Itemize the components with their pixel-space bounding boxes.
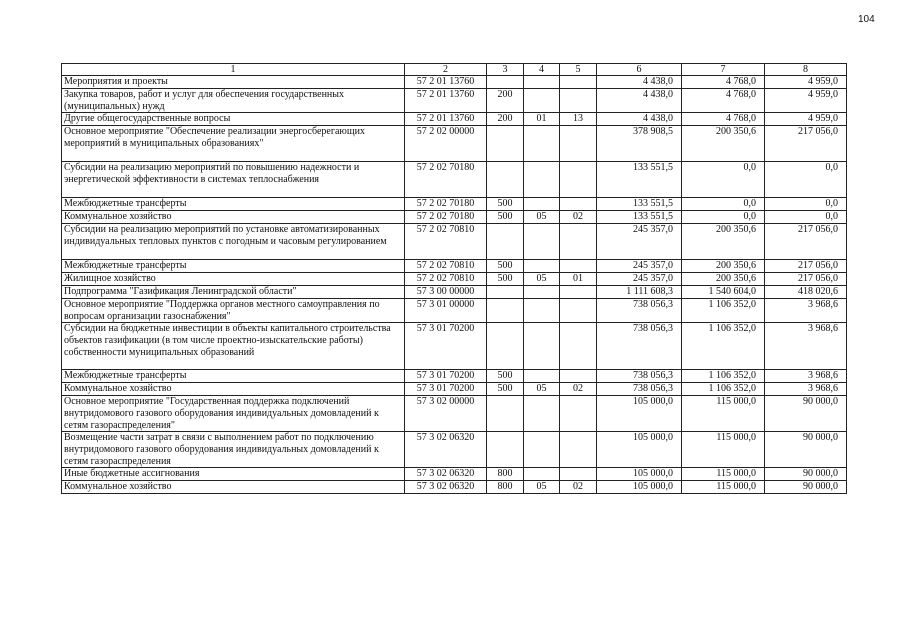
row-col5-cell: 02 — [560, 481, 597, 494]
row-name-cell: Иные бюджетные ассигнования — [62, 468, 405, 481]
row-value6-cell: 1 111 608,3 — [597, 286, 682, 299]
row-col3-cell: 800 — [487, 481, 524, 494]
row-col5-cell: 02 — [560, 211, 597, 224]
row-value8-cell: 4 959,0 — [765, 113, 847, 126]
row-value8-cell: 90 000,0 — [765, 468, 847, 481]
row-value6-cell: 133 551,5 — [597, 211, 682, 224]
row-col4-cell — [524, 370, 560, 383]
table-row — [62, 323, 847, 370]
row-value7-cell: 115 000,0 — [682, 396, 765, 432]
row-value8-cell: 0,0 — [765, 162, 847, 198]
row-col3-cell: 200 — [487, 113, 524, 126]
table-row — [62, 383, 847, 396]
row-value8-cell: 3 968,6 — [765, 323, 847, 370]
row-value6-cell: 378 908,5 — [597, 126, 682, 162]
row-col5-cell: 13 — [560, 113, 597, 126]
table-row — [62, 89, 847, 113]
row-col5-cell — [560, 260, 597, 273]
table-row — [62, 481, 847, 494]
row-col3-cell — [487, 396, 524, 432]
row-col3-cell: 500 — [487, 211, 524, 224]
row-col5-cell — [560, 198, 597, 211]
table-row — [62, 299, 847, 323]
row-col4-cell — [524, 198, 560, 211]
row-value6-cell: 4 438,0 — [597, 113, 682, 126]
row-value6-cell: 105 000,0 — [597, 396, 682, 432]
row-value8-cell: 3 968,6 — [765, 299, 847, 323]
row-col5-cell: 02 — [560, 383, 597, 396]
row-name-cell: Субсидии на реализацию мероприятий по повышению надежности и энергетической эффективности в системах теплоснабжения — [62, 162, 405, 198]
row-value7-cell: 1 106 352,0 — [682, 323, 765, 370]
row-value6-cell: 133 551,5 — [597, 198, 682, 211]
row-name-cell: Другие общегосударственные вопросы — [62, 113, 405, 126]
row-value7-cell: 4 768,0 — [682, 113, 765, 126]
table-row — [62, 260, 847, 273]
row-value6-cell: 245 357,0 — [597, 224, 682, 260]
row-code-cell: 57 2 01 13760 — [405, 76, 487, 89]
row-value8-cell: 217 056,0 — [765, 126, 847, 162]
row-value6-cell: 105 000,0 — [597, 468, 682, 481]
row-value8-cell: 4 959,0 — [765, 76, 847, 89]
row-col3-cell — [487, 224, 524, 260]
row-code-cell: 57 3 02 06320 — [405, 432, 487, 468]
header-cell: 6 — [597, 64, 682, 76]
row-code-cell: 57 2 02 70810 — [405, 273, 487, 286]
row-name-cell: Подпрограмма "Газификация Ленинградской области" — [62, 286, 405, 299]
row-code-cell: 57 2 01 13760 — [405, 113, 487, 126]
budget-table — [61, 63, 847, 494]
table-row — [62, 76, 847, 89]
table-row — [62, 162, 847, 198]
row-value7-cell: 4 768,0 — [682, 76, 765, 89]
row-code-cell: 57 2 02 70180 — [405, 162, 487, 198]
table-row — [62, 396, 847, 432]
row-value6-cell: 738 056,3 — [597, 299, 682, 323]
header-cell: 4 — [524, 64, 560, 76]
row-value8-cell: 90 000,0 — [765, 481, 847, 494]
row-col5-cell — [560, 432, 597, 468]
row-col3-cell: 500 — [487, 370, 524, 383]
row-value7-cell: 115 000,0 — [682, 432, 765, 468]
row-value8-cell: 217 056,0 — [765, 260, 847, 273]
row-col4-cell: 05 — [524, 481, 560, 494]
row-name-cell: Коммунальное хозяйство — [62, 211, 405, 224]
row-col4-cell — [524, 299, 560, 323]
table-row — [62, 432, 847, 468]
row-col3-cell: 500 — [487, 260, 524, 273]
page-number: 104 — [858, 14, 875, 25]
row-col3-cell: 800 — [487, 468, 524, 481]
row-col4-cell — [524, 89, 560, 113]
row-value8-cell: 3 968,6 — [765, 370, 847, 383]
row-col4-cell — [524, 286, 560, 299]
row-col3-cell — [487, 299, 524, 323]
row-value8-cell: 90 000,0 — [765, 396, 847, 432]
row-value7-cell: 4 768,0 — [682, 89, 765, 113]
row-name-cell: Жилищное хозяйство — [62, 273, 405, 286]
row-code-cell: 57 2 02 70810 — [405, 260, 487, 273]
row-code-cell: 57 2 02 70180 — [405, 211, 487, 224]
table-row — [62, 273, 847, 286]
table-row — [62, 224, 847, 260]
row-name-cell: Основное мероприятие "Поддержка органов местного самоуправления по вопросам организации газоснабжения" — [62, 299, 405, 323]
row-value7-cell: 0,0 — [682, 211, 765, 224]
row-value6-cell: 133 551,5 — [597, 162, 682, 198]
row-value6-cell: 105 000,0 — [597, 432, 682, 468]
row-value7-cell: 1 106 352,0 — [682, 370, 765, 383]
row-name-cell: Межбюджетные трансферты — [62, 370, 405, 383]
row-value6-cell: 245 357,0 — [597, 273, 682, 286]
row-name-cell: Межбюджетные трансферты — [62, 198, 405, 211]
row-name-cell: Межбюджетные трансферты — [62, 260, 405, 273]
row-code-cell: 57 3 02 06320 — [405, 481, 487, 494]
row-col5-cell — [560, 370, 597, 383]
row-value6-cell: 4 438,0 — [597, 76, 682, 89]
row-code-cell: 57 2 02 70810 — [405, 224, 487, 260]
row-col4-cell — [524, 432, 560, 468]
row-value6-cell: 738 056,3 — [597, 383, 682, 396]
row-col4-cell — [524, 224, 560, 260]
row-col3-cell: 500 — [487, 383, 524, 396]
row-code-cell: 57 3 02 00000 — [405, 396, 487, 432]
row-name-cell: Субсидии на бюджетные инвестиции в объекты капитального строительства объектов газификации (в том числе проектно-изыскательские работы) собственности муниципальных образований — [62, 323, 405, 370]
row-col4-cell — [524, 76, 560, 89]
row-value8-cell: 418 020,6 — [765, 286, 847, 299]
row-name-cell: Коммунальное хозяйство — [62, 383, 405, 396]
table-row — [62, 198, 847, 211]
header-cell: 8 — [765, 64, 847, 76]
row-code-cell: 57 2 01 13760 — [405, 89, 487, 113]
row-col5-cell — [560, 126, 597, 162]
header-cell: 7 — [682, 64, 765, 76]
row-col5-cell — [560, 89, 597, 113]
row-col5-cell — [560, 299, 597, 323]
row-value7-cell: 115 000,0 — [682, 468, 765, 481]
row-code-cell: 57 2 02 70180 — [405, 198, 487, 211]
row-col4-cell — [524, 323, 560, 370]
row-col5-cell — [560, 286, 597, 299]
row-value7-cell: 115 000,0 — [682, 481, 765, 494]
header-cell: 5 — [560, 64, 597, 76]
row-value7-cell: 1 106 352,0 — [682, 299, 765, 323]
row-col4-cell — [524, 126, 560, 162]
row-col4-cell: 05 — [524, 383, 560, 396]
row-value7-cell: 0,0 — [682, 162, 765, 198]
row-value8-cell: 4 959,0 — [765, 89, 847, 113]
row-col4-cell — [524, 396, 560, 432]
table-row — [62, 113, 847, 126]
row-value8-cell: 217 056,0 — [765, 224, 847, 260]
row-col5-cell — [560, 396, 597, 432]
row-col3-cell: 200 — [487, 89, 524, 113]
row-value7-cell: 1 540 604,0 — [682, 286, 765, 299]
row-col3-cell — [487, 126, 524, 162]
row-col3-cell: 500 — [487, 273, 524, 286]
row-col5-cell — [560, 468, 597, 481]
row-col3-cell — [487, 76, 524, 89]
row-name-cell: Основное мероприятие "Обеспечение реализации энергосберегающих мероприятий в муниципальных образованиях" — [62, 126, 405, 162]
row-col3-cell: 500 — [487, 198, 524, 211]
row-code-cell: 57 3 01 70200 — [405, 383, 487, 396]
row-value6-cell: 738 056,3 — [597, 323, 682, 370]
row-name-cell: Закупка товаров, работ и услуг для обеспечения государственных (муниципальных) нужд — [62, 89, 405, 113]
row-col3-cell — [487, 286, 524, 299]
row-value8-cell: 217 056,0 — [765, 273, 847, 286]
row-col5-cell — [560, 323, 597, 370]
row-name-cell: Основное мероприятие "Государственная поддержка подключений внутридомового газового оборудования индивидуальных домовладений к сетям газораспределения" — [62, 396, 405, 432]
row-name-cell: Мероприятия и проекты — [62, 76, 405, 89]
table-row — [62, 126, 847, 162]
row-value7-cell: 200 350,6 — [682, 273, 765, 286]
row-name-cell: Возмещение части затрат в связи с выполнением работ по подключению внутридомового газового оборудования индивидуальных домовладений к сетям газораспределения — [62, 432, 405, 468]
row-code-cell: 57 3 00 00000 — [405, 286, 487, 299]
row-col4-cell: 01 — [524, 113, 560, 126]
header-cell: 1 — [62, 64, 405, 76]
row-code-cell: 57 3 01 00000 — [405, 299, 487, 323]
row-code-cell: 57 3 02 06320 — [405, 468, 487, 481]
row-col5-cell — [560, 224, 597, 260]
table-row — [62, 211, 847, 224]
row-col5-cell — [560, 162, 597, 198]
row-name-cell: Коммунальное хозяйство — [62, 481, 405, 494]
table-row — [62, 286, 847, 299]
row-col4-cell — [524, 162, 560, 198]
header-cell: 3 — [487, 64, 524, 76]
row-value6-cell: 738 056,3 — [597, 370, 682, 383]
row-code-cell: 57 3 01 70200 — [405, 323, 487, 370]
row-col3-cell — [487, 162, 524, 198]
header-cell: 2 — [405, 64, 487, 76]
row-col5-cell — [560, 76, 597, 89]
row-col4-cell — [524, 468, 560, 481]
row-code-cell: 57 3 01 70200 — [405, 370, 487, 383]
row-value8-cell: 3 968,6 — [765, 383, 847, 396]
table-header-row — [62, 64, 847, 76]
row-code-cell: 57 2 02 00000 — [405, 126, 487, 162]
table-row — [62, 370, 847, 383]
row-value6-cell: 105 000,0 — [597, 481, 682, 494]
row-col3-cell — [487, 432, 524, 468]
row-value7-cell: 200 350,6 — [682, 260, 765, 273]
row-col4-cell: 05 — [524, 211, 560, 224]
row-col5-cell: 01 — [560, 273, 597, 286]
row-col4-cell — [524, 260, 560, 273]
row-value6-cell: 4 438,0 — [597, 89, 682, 113]
table-row — [62, 468, 847, 481]
row-name-cell: Субсидии на реализацию мероприятий по установке автоматизированных индивидуальных тепловых пунктов с погодным и часовым регулированием — [62, 224, 405, 260]
row-col4-cell: 05 — [524, 273, 560, 286]
row-value6-cell: 245 357,0 — [597, 260, 682, 273]
row-value7-cell: 1 106 352,0 — [682, 383, 765, 396]
row-value7-cell: 0,0 — [682, 198, 765, 211]
row-value8-cell: 90 000,0 — [765, 432, 847, 468]
row-value8-cell: 0,0 — [765, 198, 847, 211]
row-value8-cell: 0,0 — [765, 211, 847, 224]
row-col3-cell — [487, 323, 524, 370]
row-value7-cell: 200 350,6 — [682, 126, 765, 162]
row-value7-cell: 200 350,6 — [682, 224, 765, 260]
